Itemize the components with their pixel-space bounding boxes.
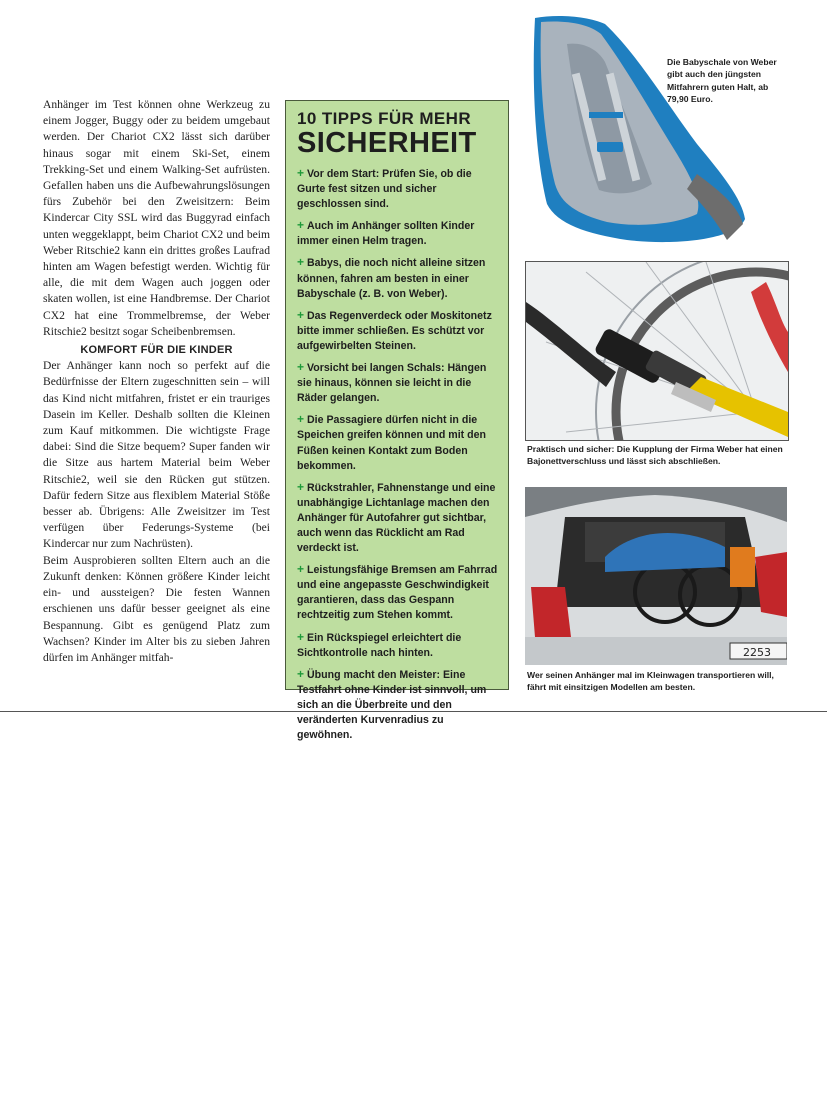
license-plate-text: 2253 — [743, 646, 771, 659]
plus-icon: + — [297, 479, 305, 494]
article-paragraph: Anhänger im Test können ohne Werkzeug zu einem Jogger, Buggy oder zu beidem umgebaut werden. Der Chariot CX2 lässt sich darüber hinaus sogar mit einem Ski-Set, einem Trekking-Set und einem Walking-Set aufrüsten. Gefallen haben uns die Aufbewahrungslösungen fürs Zubehör bei den Zweisitzern: Beim Kindercar City SSL wird das Buggyrad einfach unten weggeklappt, beim Chariot CX2 und beim Weber Ritschie2 kann ein drittes großes Laufrad hinten am Wagen befestigt werden. Wichtig für alle, die mit dem Wagen auch joggen oder skaten wollen, ist eine Handbremse. Der Chariot CX2 hat eine Trommelbremse, der Weber Ritschie2 besitzt sogar Scheibenbremsen. — [43, 98, 270, 338]
tip-item — [297, 255, 499, 301]
plus-icon: + — [297, 307, 305, 322]
article-paragraph: Beim Ausprobieren sollten Eltern auch an die Zukunft denken: Können größere Kinder leicht ein- und aussteigen? Die festen Wannen erschienen uns dafür besser geeignet als eine Bespannung. Gibt es genügend Platz zum Wachsen? Kinder im Alter bis zu sieben Jahren dürfen im Anhänger mitfah- — [43, 553, 270, 664]
tip-text: Das Regenverdeck oder Moskitonetz bitte immer schließen. Es schützt vor aufgewirbelten Steinen. — [297, 309, 492, 352]
plus-icon: + — [297, 666, 305, 681]
tips-heading-large: SICHERHEIT — [297, 127, 477, 159]
safety-tips-box — [285, 100, 509, 742]
article-subheading: KOMFORT FÜR DIE KINDER — [80, 344, 233, 357]
tip-text: Leistungsfähige Bremsen am Fahrrad und eine angepasste Geschwindigkeit garantieren, dass das Gespann rechtzeitig zum Stehen kommt. — [297, 564, 498, 622]
article-paragraph: Der Anhänger kann noch so perfekt auf die Bedürfnisse der Eltern zugeschnitten sein – will das Kind nicht mitfahren, fristet er ein trauriges Dasein im Keller. Deshalb sollten die Kleinen zum Kauf mitkommen. Die wichtigste Frage dabei: Sind die Sitze bequem? Super fanden wir die Sitze aus hartem Material beim Weber Ritschie2, weil sie den Rücken gut stützen. Dafür federn Sitze aus flexiblem Material Stöße besser ab. Übrigens: Alle Zweisitzer im Test verfügen über Federungs-Systeme (bei Kindercar nur zum Nachrüsten). — [43, 359, 270, 551]
plus-icon: + — [297, 255, 305, 270]
plus-icon: + — [297, 412, 305, 427]
tip-item — [297, 218, 499, 249]
car-caption: Wer seinen Anhänger mal im Kleinwagen transportieren will, fährt mit einsitzigen Modellen am besten. — [527, 670, 774, 693]
tip-item — [297, 308, 499, 354]
tip-text: Vor dem Start: Prüfen Sie, ob die Gurte fest sitzen und sicher geschlossen sind. — [297, 168, 472, 211]
page-divider — [0, 711, 827, 712]
babyseat-caption: Die Babyschale von Weber gibt auch den jüngsten Mitfahrern guten Halt, ab 79,90 Euro. — [667, 57, 777, 104]
tip-item — [297, 562, 499, 623]
plus-icon: + — [297, 218, 305, 233]
tip-text: Auch im Anhänger sollten Kinder immer einen Helm tragen. — [297, 220, 475, 248]
coupling-illustration — [526, 262, 788, 440]
babyseat-illustration — [527, 14, 749, 246]
tip-item — [297, 480, 499, 556]
car-illustration — [525, 487, 787, 665]
tip-text: Die Passagiere dürfen nicht in die Speichen greifen können und mit den Füßen keinen Kontakt zum Boden bekommen. — [297, 414, 486, 472]
plus-icon: + — [297, 360, 305, 375]
tips-heading: 10 TIPPS FÜR MEHR — [297, 109, 471, 128]
plus-icon: + — [297, 629, 305, 644]
plus-icon: + — [297, 562, 305, 577]
coupling-caption: Praktisch und sicher: Die Kupplung der Firma Weber hat einen Bajonettverschluss und lässt sich abschließen. — [527, 444, 783, 467]
car-photo — [525, 487, 787, 665]
tip-item — [297, 412, 499, 473]
tip-item — [297, 630, 499, 661]
tip-text: Übung macht den Meister: Eine Testfahrt ohne Kinder ist sinnvoll, um sich an die Überbreite und den veränderten Kurvenradius zu gewöhnen. — [297, 668, 487, 742]
plus-icon: + — [297, 166, 305, 180]
coupling-photo — [525, 261, 789, 441]
tip-text: Ein Rückspiegel erleichtert die Sichtkontrolle nach hinten. — [297, 631, 462, 659]
tip-item — [297, 360, 499, 406]
babyseat-photo — [527, 14, 749, 246]
article-column — [43, 97, 270, 666]
tip-text: Rückstrahler, Fahnenstange und eine unabhängige Lichtanlage machen den Anhänger für Autofahrer gut sichtbar, auch wenn das Rücklicht am Rad verdeckt ist. — [297, 481, 496, 555]
tip-item — [297, 166, 499, 212]
tip-item — [297, 667, 499, 743]
tip-text: Vorsicht bei langen Schals: Hängen sie hinaus, können sie leicht in die Räder gelangen. — [297, 362, 487, 405]
tip-text: Babys, die noch nicht alleine sitzen können, fahren am besten in einer Babyschale (z. B. von Weber). — [297, 257, 486, 300]
